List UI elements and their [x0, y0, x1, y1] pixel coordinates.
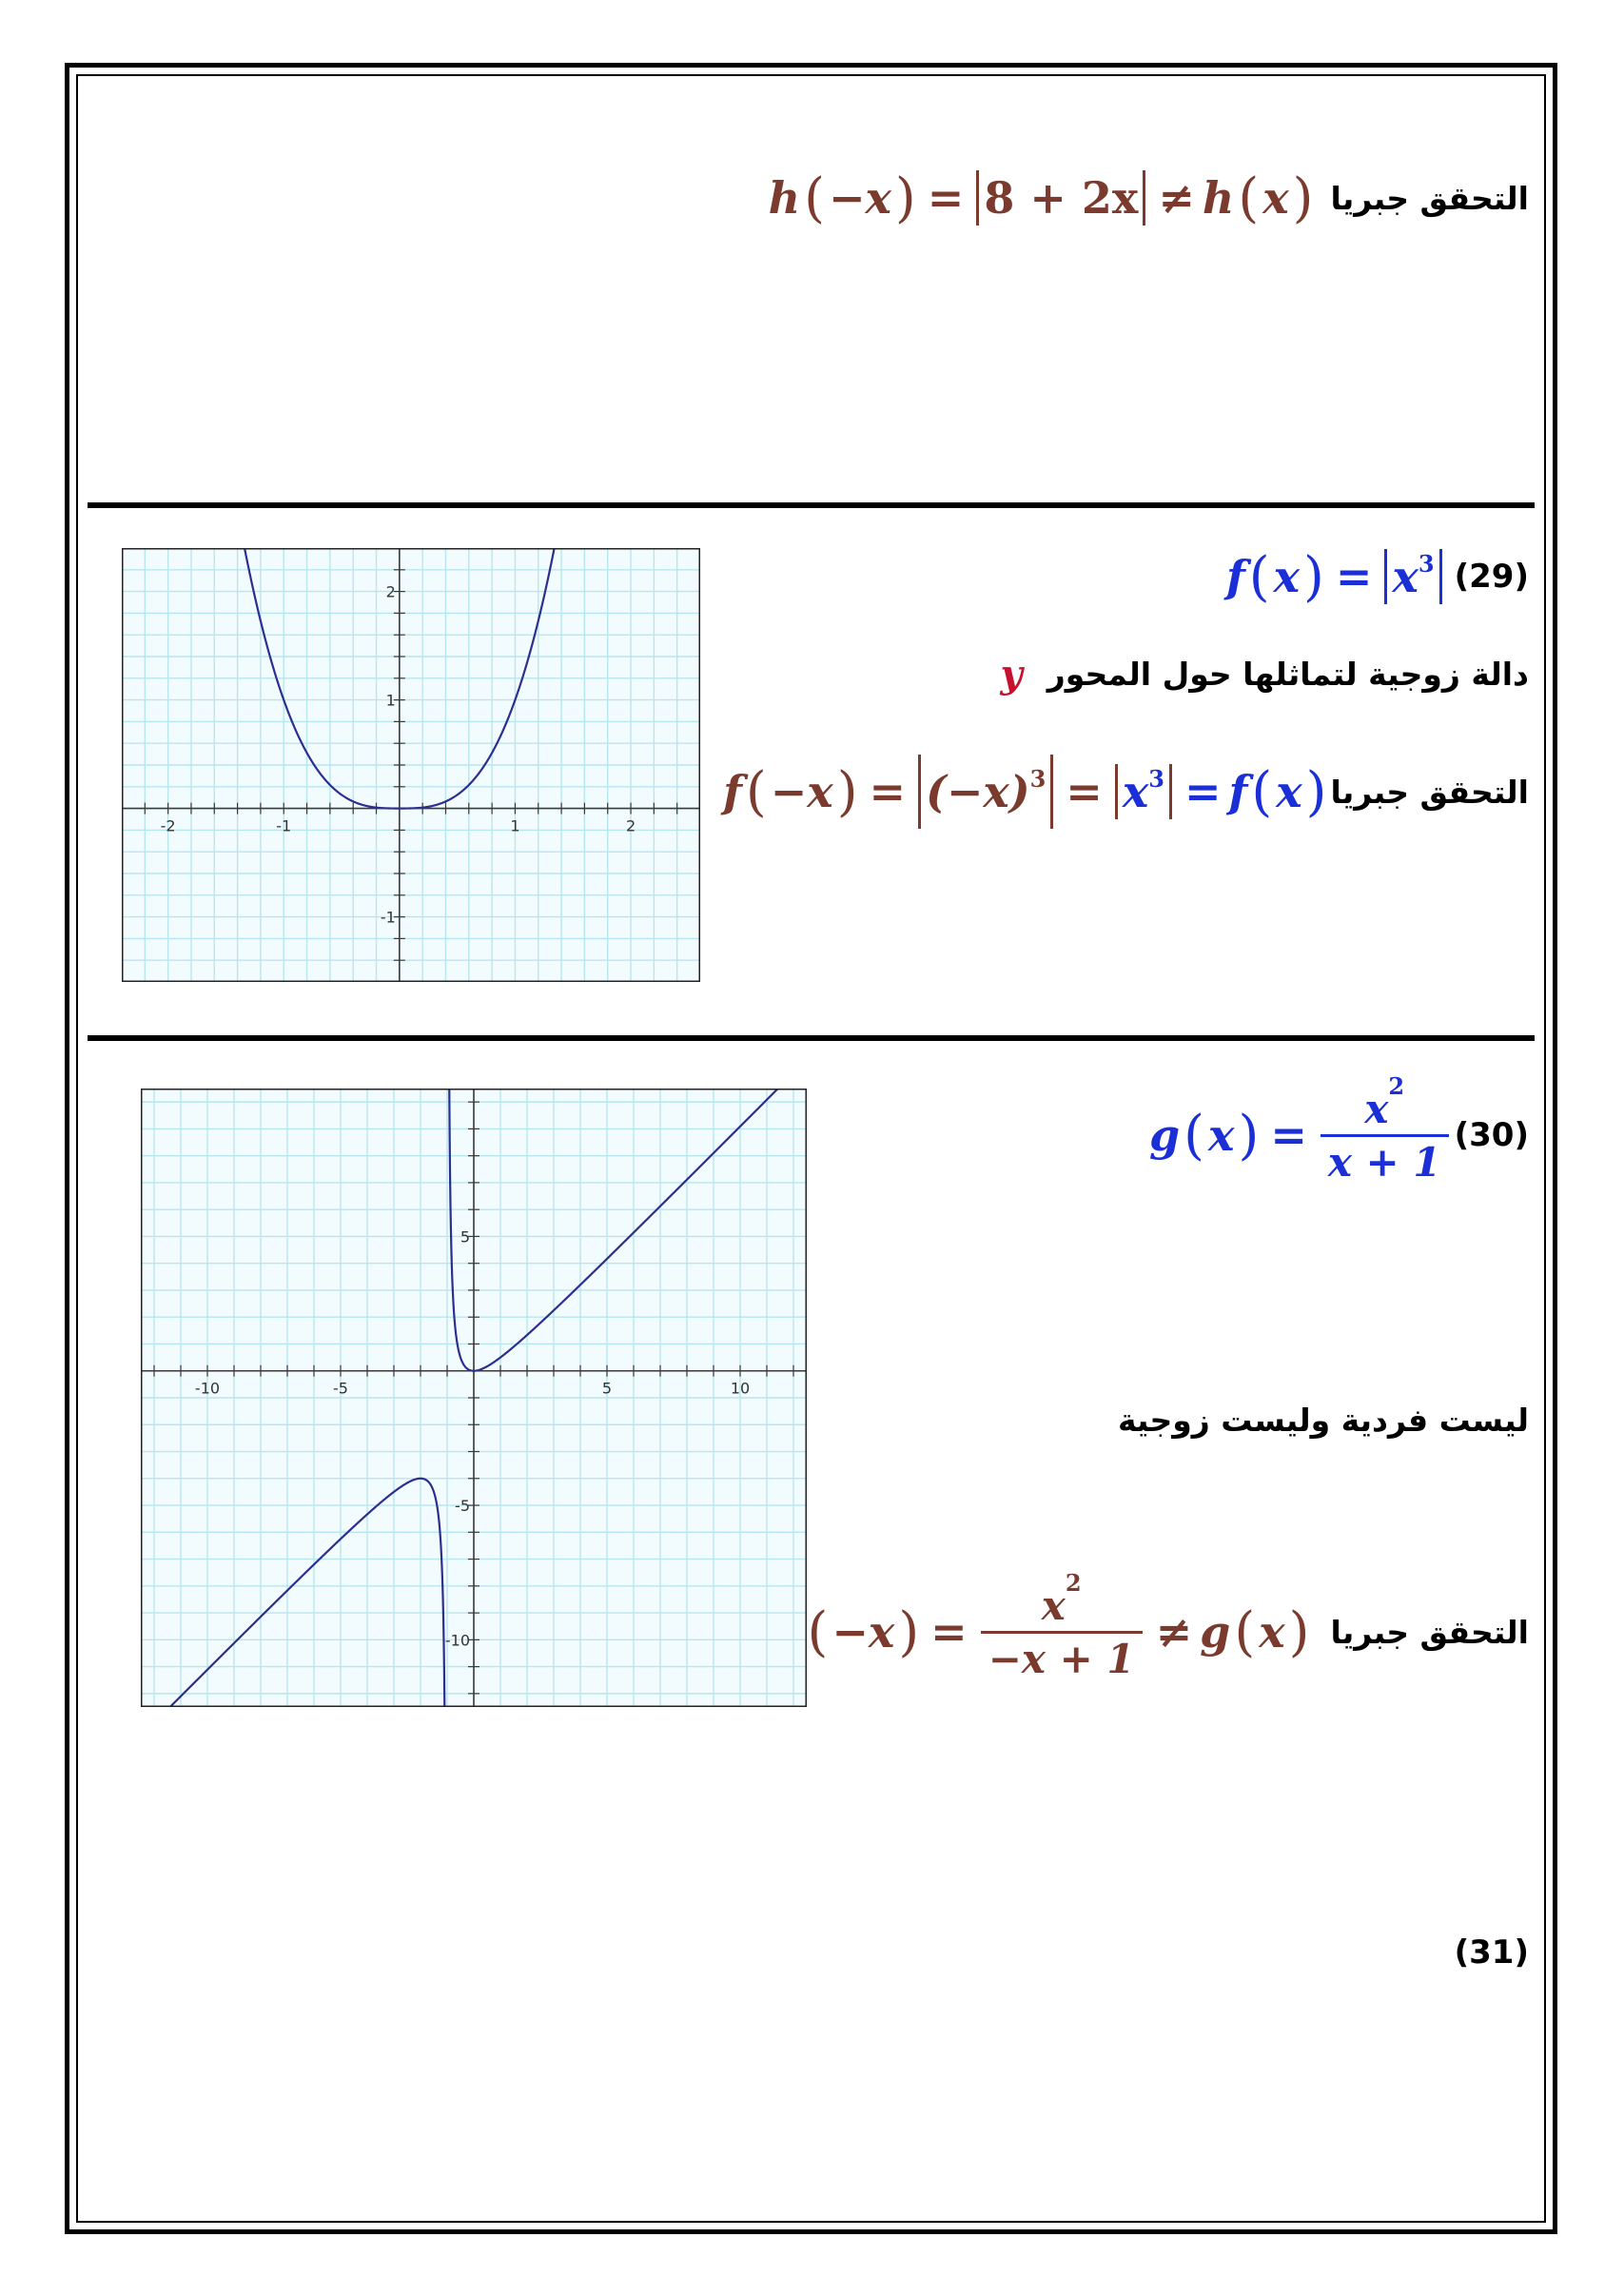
equals-sign: = — [927, 172, 965, 224]
formula-fn: g — [1149, 1109, 1181, 1161]
y-tick-label: -10 — [444, 1631, 470, 1650]
abs-bar — [1169, 764, 1172, 819]
x-tick-label: 10 — [730, 1379, 751, 1398]
p29-conclusion-line — [1001, 645, 1529, 702]
equals-sign: = — [930, 1606, 968, 1658]
exponent: 2 — [1065, 1568, 1082, 1597]
paren-open: ( — [807, 1600, 829, 1663]
top-verify-line — [769, 160, 1529, 236]
paren-close: ) — [1238, 1104, 1260, 1167]
formula-arg: x — [1208, 1109, 1235, 1161]
x-tick-label: -5 — [333, 1379, 348, 1398]
p30-verify-label: التحقق جبريا — [1330, 1613, 1529, 1651]
equals-sign: = — [1335, 551, 1373, 602]
fraction-bar — [1321, 1134, 1449, 1137]
p30-definition — [1149, 1071, 1455, 1186]
formula-arg: −x — [832, 1606, 895, 1658]
x-tick-label: -1 — [276, 816, 292, 835]
abs-bar — [1115, 764, 1118, 819]
formula-arg: −x — [770, 766, 833, 817]
exponent: 2 — [1388, 1071, 1405, 1100]
paren-close: ) — [1288, 1600, 1310, 1663]
fraction — [1321, 1071, 1449, 1186]
p29-definition — [1226, 546, 1447, 608]
top-verify-label: التحقق جبريا — [1330, 179, 1529, 217]
problem-number: (31) — [1454, 1933, 1529, 1972]
equals-sign: = — [1184, 766, 1222, 817]
exponent: 3 — [1148, 764, 1164, 793]
paren-open: ( — [1238, 167, 1260, 229]
formula-fn: h — [768, 172, 801, 224]
paren-close: ) — [1292, 167, 1314, 229]
y-tick-label: 2 — [385, 582, 396, 601]
formula-arg: −x — [828, 172, 891, 224]
p30-definition-line — [1149, 1064, 1529, 1207]
x-tick-label: -2 — [160, 816, 176, 835]
abs-bar — [976, 170, 979, 226]
not-equal-sign: ≠ — [1155, 1606, 1193, 1658]
abs-base: (−x) — [926, 766, 1030, 817]
y-tick-label: 5 — [460, 1227, 470, 1246]
paren-open: ( — [1184, 1104, 1205, 1167]
numerator-base: x — [1364, 1085, 1389, 1132]
abs-bar — [1439, 549, 1442, 604]
p30-verify-line — [773, 1560, 1529, 1703]
x-tick-label: 2 — [625, 816, 636, 835]
paren-close: ) — [898, 1600, 920, 1663]
graph-rational-function — [141, 1089, 807, 1707]
p29-definition-line — [1226, 542, 1529, 611]
equals-sign: = — [869, 766, 907, 817]
numerator-base: x — [1041, 1581, 1066, 1629]
y-tick-label: -5 — [455, 1497, 470, 1516]
problem-number: (29) — [1454, 558, 1529, 596]
abs-bar — [1384, 549, 1387, 604]
paren-open: ( — [745, 760, 767, 823]
p29-verify-formula — [723, 755, 1330, 829]
y-tick-label: -1 — [380, 908, 396, 927]
axis-variable: y — [1000, 651, 1023, 697]
abs-bar — [1143, 170, 1145, 226]
fraction-numerator — [1357, 1071, 1412, 1132]
p30-conclusion-line — [1118, 1391, 1529, 1448]
p31-line — [1455, 1924, 1529, 1981]
p29-verify-line — [723, 744, 1529, 839]
not-equal-sign: ≠ — [1158, 172, 1195, 224]
paren-close: ) — [1303, 545, 1324, 608]
abs-bar — [1050, 755, 1053, 829]
paren-open: ( — [804, 167, 825, 229]
fraction-denominator: −x + 1 — [988, 1635, 1135, 1682]
formula-arg: x — [1273, 551, 1301, 602]
fraction-denominator: x + 1 — [1327, 1138, 1441, 1186]
exponent: 3 — [1418, 549, 1435, 578]
problem-number: (30) — [1454, 1116, 1529, 1154]
formula-arg: x — [1276, 766, 1302, 817]
exponent: 3 — [1029, 764, 1047, 793]
formula-fn: h — [1202, 172, 1235, 224]
p29-conclusion: دالة زوجية لتماثلها حول المحور — [1047, 655, 1529, 693]
formula-fn: g — [1200, 1606, 1231, 1658]
y-tick-label: 1 — [385, 691, 396, 710]
fraction-numerator — [1034, 1568, 1089, 1629]
formula-fn: f — [723, 766, 742, 817]
formula-arg: x — [1259, 1606, 1285, 1658]
x-tick-label: 5 — [601, 1379, 613, 1398]
paren-open: ( — [1234, 1600, 1256, 1663]
abs-base: x — [1392, 551, 1419, 602]
p30-verify-formula — [773, 1568, 1313, 1682]
section-divider — [88, 502, 1535, 508]
formula-arg: x — [1262, 172, 1289, 224]
paren-close: ) — [894, 167, 916, 229]
paren-close: ) — [1305, 760, 1327, 823]
p30-conclusion: ليست فردية وليست زوجية — [1118, 1401, 1529, 1439]
p29-verify-label: التحقق جبريا — [1330, 773, 1529, 811]
graph-abs-x-cubed — [122, 548, 700, 982]
fraction — [981, 1568, 1143, 1682]
x-tick-label: -10 — [194, 1379, 221, 1398]
x-tick-label: 1 — [510, 816, 520, 835]
abs-base: x — [1122, 766, 1149, 817]
abs-content: 8 + 2x — [984, 172, 1139, 224]
top-verify-formula — [769, 167, 1318, 229]
paren-open: ( — [1251, 760, 1273, 823]
formula-fn: f — [1225, 551, 1245, 602]
formula-fn: f — [1228, 766, 1248, 817]
paren-open: ( — [1248, 545, 1270, 608]
fraction-bar — [981, 1631, 1143, 1634]
abs-bar — [918, 755, 921, 829]
equals-sign: = — [1066, 766, 1103, 817]
equals-sign: = — [1270, 1109, 1307, 1161]
paren-close: ) — [836, 760, 858, 823]
section-divider — [88, 1035, 1535, 1041]
